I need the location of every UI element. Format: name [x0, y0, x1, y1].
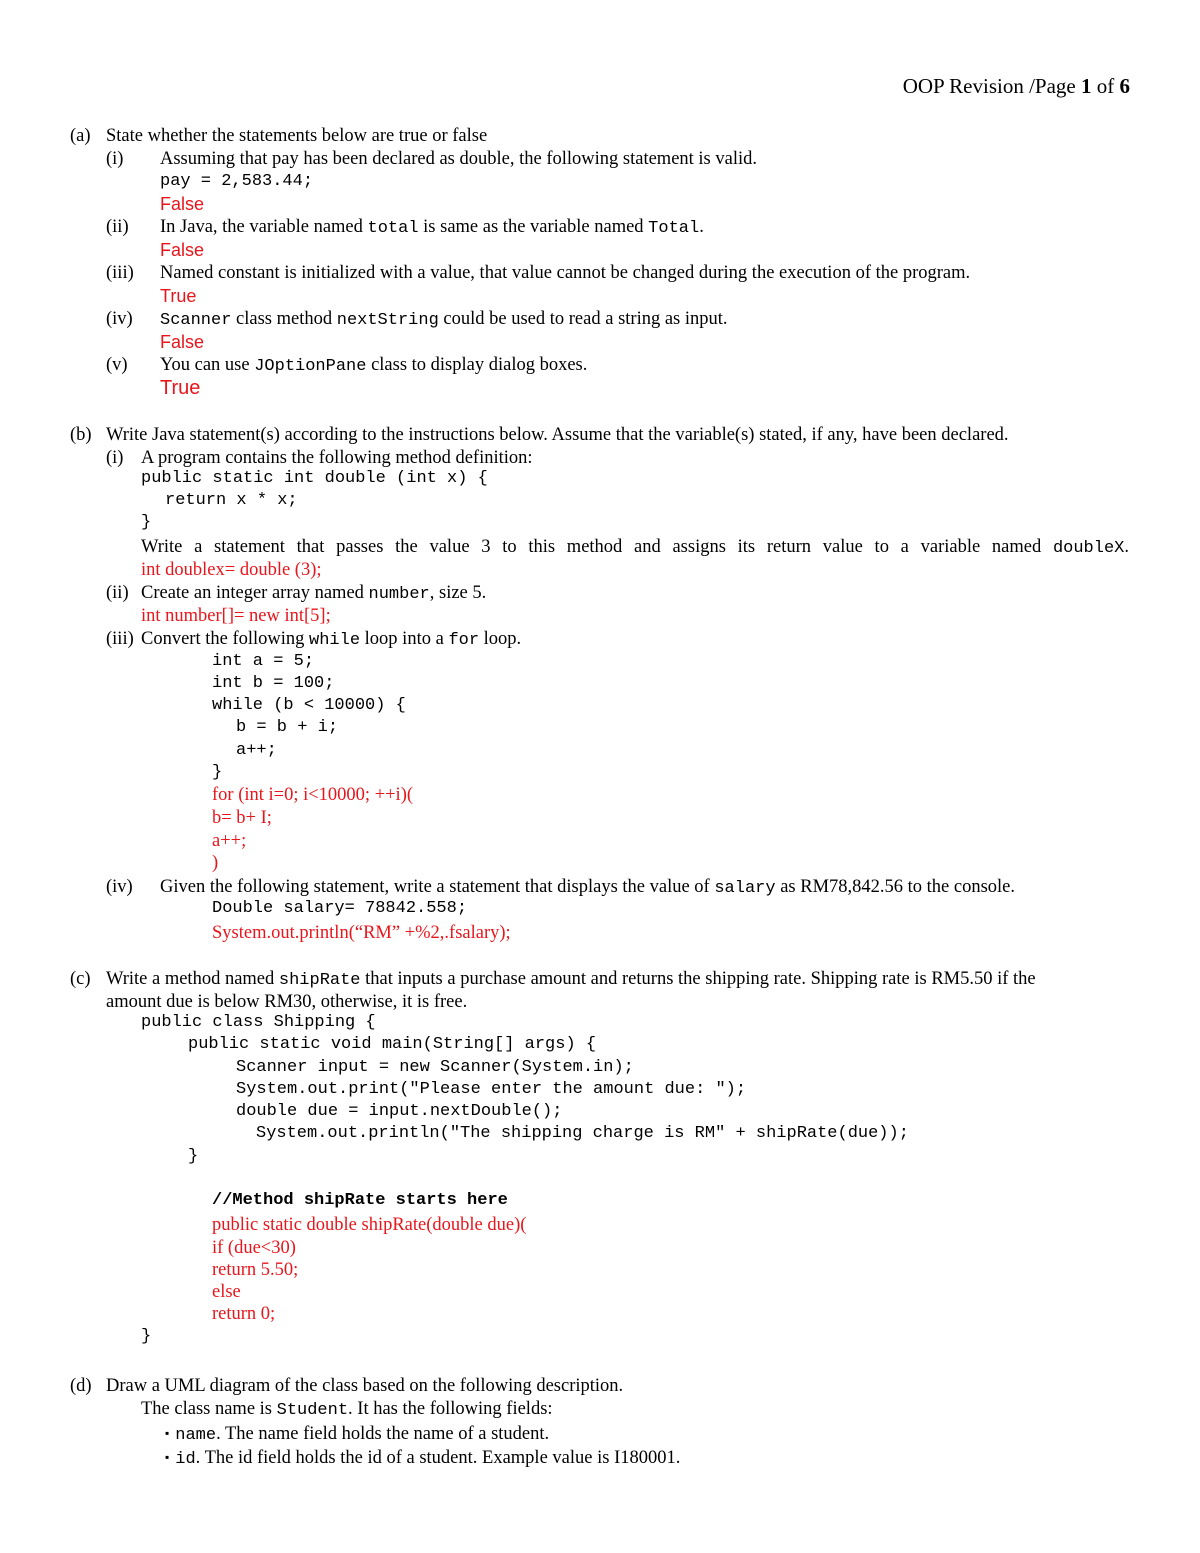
a-v-text	[160, 354, 587, 378]
b-i-code-3: }	[141, 513, 152, 532]
part-c-label: (c)	[70, 969, 91, 989]
b-i-number: (i)	[106, 448, 124, 468]
b-iii-code-for: for	[448, 631, 480, 650]
a-ii-code-Total: Total	[648, 219, 700, 238]
d-code-student: Student	[276, 1401, 349, 1420]
c-code-2: public static void main(String[] args) {	[188, 1035, 597, 1054]
a-iv-answer: False	[160, 332, 205, 352]
a-v-text-2: class to display dialog boxes.	[366, 355, 588, 375]
d-bullet-name	[165, 1422, 549, 1447]
bullet-icon: ▪	[165, 1426, 170, 1440]
c-code-3: Scanner input = new Scanner(System.in);	[236, 1058, 634, 1077]
a-ii-text	[160, 216, 704, 240]
b-i-question	[141, 536, 1129, 560]
a-iii-text: Named constant is initialized with a value, that value cannot be changed during the execution of the program.	[160, 263, 971, 283]
a-v-number: (v)	[106, 355, 128, 375]
b-iii-text	[141, 628, 521, 652]
b-iii-code-2: int b = 100;	[212, 674, 335, 693]
a-iii-number: (iii)	[106, 263, 134, 283]
a-iii-answer: True	[160, 286, 197, 306]
part-c-intro-1	[106, 968, 1036, 992]
d-class-description	[141, 1398, 553, 1422]
c-code-5: double due = input.nextDouble();	[236, 1102, 563, 1121]
part-c-intro-2: amount due is below RM30, otherwise, it is free.	[106, 992, 468, 1012]
c-code-1: public class Shipping {	[141, 1013, 376, 1032]
d-text-2: . It has the following fields:	[348, 1399, 553, 1419]
a-iv-number: (iv)	[106, 309, 133, 329]
bullet-icon: ▪	[165, 1450, 170, 1464]
a-iv-text-2: could be used to read a string as input.	[438, 309, 728, 329]
c-answer-3: return 5.50;	[212, 1260, 299, 1280]
b-iii-answer-4: )	[212, 853, 219, 873]
d-name-description: . The name field holds the name of a student.	[216, 1424, 550, 1444]
b-iv-code-salary: salary	[714, 879, 776, 898]
b-iii-number: (iii)	[106, 629, 134, 649]
a-v-answer: True	[160, 377, 201, 399]
c-comment: //Method shipRate starts here	[212, 1191, 508, 1210]
page-header	[903, 74, 1130, 99]
a-i-answer: False	[160, 194, 205, 214]
d-id-description: . The id field holds the id of a student. Example value is I180001.	[195, 1448, 681, 1468]
c-code-4: System.out.print("Please enter the amount due: ");	[236, 1080, 747, 1099]
d-code-id: id	[175, 1450, 196, 1469]
part-a-intro: State whether the statements below are true or false	[106, 126, 488, 146]
a-iv-text	[160, 308, 728, 332]
b-i-code-2: return x * x;	[165, 491, 298, 510]
a-ii-code-total: total	[367, 219, 419, 238]
b-ii-number: (ii)	[106, 583, 129, 603]
b-iv-text-2: as RM78,842.56 to the console.	[775, 877, 1016, 897]
part-d-label: (d)	[70, 1376, 92, 1396]
c-code-8: }	[141, 1327, 152, 1346]
d-bullet-id	[165, 1446, 680, 1471]
a-ii-text-2: is same as the variable named	[418, 217, 649, 237]
b-i-question-end: .	[1124, 537, 1129, 557]
c-code-shiprate: shipRate	[278, 971, 361, 990]
b-iv-number: (iv)	[106, 877, 133, 897]
b-iii-code-while: while	[309, 631, 361, 650]
header-title: OOP Revision /Page	[902, 74, 1081, 98]
part-a-label: (a)	[70, 126, 91, 146]
b-ii-answer: int number[]= new int[5];	[141, 606, 331, 626]
b-iii-answer-2: b= b+ I;	[212, 808, 272, 828]
a-ii-text-3: .	[699, 217, 704, 237]
b-i-answer: int doublex= double (3);	[141, 560, 322, 580]
b-iv-code: Double salary= 78842.558;	[212, 899, 468, 918]
b-ii-text	[141, 582, 486, 606]
c-answer-4: else	[212, 1282, 241, 1302]
b-iii-code-6: }	[212, 763, 223, 782]
a-i-number: (i)	[106, 149, 124, 169]
page-number: 1	[1081, 74, 1092, 98]
c-text-1: Write a method named	[106, 969, 279, 989]
b-i-question-text: Write a statement that passes the value 3 to this method and assigns its return value to a variable named	[141, 537, 1053, 557]
b-iii-answer-3: a++;	[212, 831, 247, 851]
b-ii-text-2: , size 5.	[429, 583, 487, 603]
c-code-7: }	[188, 1147, 199, 1166]
a-v-text-1: You can use	[160, 355, 255, 375]
a-i-text: Assuming that pay has been declared as double, the following statement is valid.	[160, 149, 757, 169]
d-code-name: name	[175, 1426, 217, 1445]
b-iii-code-4: b = b + i;	[236, 718, 339, 737]
part-b-label: (b)	[70, 425, 92, 445]
b-iii-code-5: a++;	[236, 741, 277, 760]
a-iv-code-scanner: Scanner	[160, 311, 232, 330]
a-ii-number: (ii)	[106, 217, 129, 237]
b-iii-code-1: int a = 5;	[212, 652, 315, 671]
header-of: of	[1091, 74, 1120, 98]
part-d-intro: Draw a UML diagram of the class based on the following description.	[106, 1376, 624, 1396]
b-iii-text-3: loop.	[479, 629, 522, 649]
c-text-2: that inputs a purchase amount and returns the shipping rate. Shipping rate is RM5.50 if the	[360, 969, 1036, 989]
b-iii-text-2: loop into a	[360, 629, 449, 649]
a-i-code: pay = 2,583.44;	[160, 172, 314, 191]
c-answer-5: return 0;	[212, 1304, 276, 1324]
page-total: 6	[1119, 74, 1130, 98]
c-code-6: System.out.println("The shipping charge is RM" + shipRate(due));	[256, 1124, 909, 1143]
a-iv-text-1: class method	[231, 309, 337, 329]
d-text-1: The class name is	[141, 1399, 277, 1419]
part-b-intro: Write Java statement(s) according to the instructions below. Assume that the variable(s) stated, if any, have been declared.	[106, 425, 1009, 445]
a-ii-answer: False	[160, 240, 205, 260]
c-answer-1: public static double shipRate(double due)(	[212, 1215, 527, 1235]
b-ii-text-1: Create an integer array named	[141, 583, 369, 603]
a-ii-text-1: In Java, the variable named	[160, 217, 368, 237]
b-iii-answer-1: for (int i=0; i<10000; ++i)(	[212, 785, 414, 805]
b-iv-text-1: Given the following statement, write a statement that displays the value of	[160, 877, 715, 897]
a-iv-code-nextstring: nextString	[336, 311, 439, 330]
b-ii-code-number: number	[368, 585, 430, 604]
c-answer-2: if (due<30)	[212, 1238, 296, 1258]
b-i-text: A program contains the following method definition:	[141, 448, 533, 468]
b-iii-text-1: Convert the following	[141, 629, 310, 649]
a-v-code-joptionpane: JOptionPane	[254, 357, 367, 376]
b-iii-code-3: while (b < 10000) {	[212, 696, 406, 715]
b-i-code-1: public static int double (int x) {	[141, 469, 488, 488]
b-i-question-code: doubleX	[1052, 539, 1125, 558]
b-iv-answer: System.out.println(“RM” +%2,.fsalary);	[212, 923, 511, 943]
b-iv-text	[160, 876, 1015, 900]
